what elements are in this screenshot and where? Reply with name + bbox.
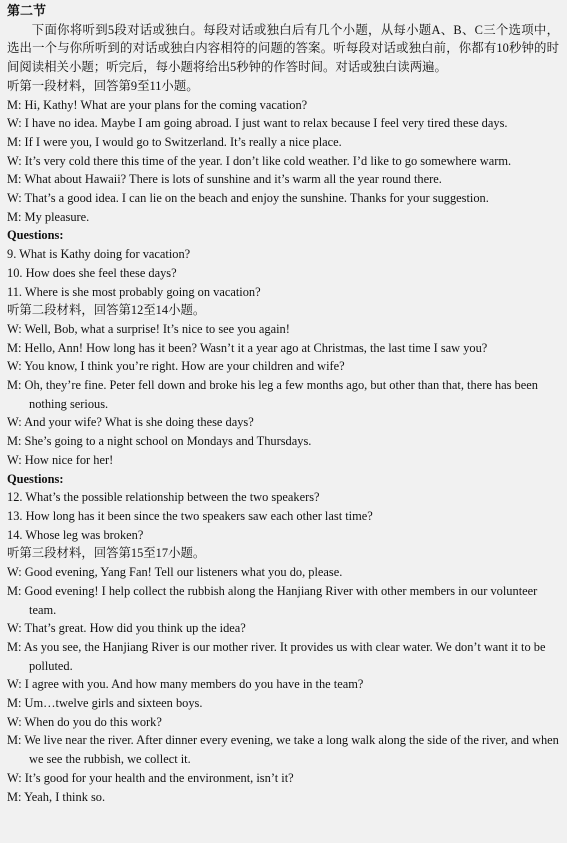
dialogue-line: W: That’s a good idea. I can lie on the beach and enjoy the sunshine. Thanks for your suggestion.	[7, 191, 489, 206]
questions-label: Questions:	[7, 228, 64, 243]
question: 11. Where is she most probably going on vacation?	[7, 284, 261, 299]
section1-title: 听第一段材料，回答第9至11小题。	[7, 78, 199, 93]
dialogue-line: W: Well, Bob, what a surprise! It’s nice to see you again!	[7, 321, 290, 336]
question: 14. Whose leg was broken?	[7, 527, 144, 542]
dialogue-line: W: How nice for her!	[7, 452, 114, 467]
dialogue-line: W: You know, I think you’re right. How are your children and wife?	[7, 359, 345, 374]
dialogue-line: M: What about Hawaii? There is lots of sunshine and it’s warm all the year round there.	[7, 172, 442, 187]
dialogue-line: M: If I were you, I would go to Switzerland. It’s really a nice place.	[7, 134, 342, 149]
dialogue-line: M: She’s going to a night school on Mondays and Thursdays.	[7, 434, 312, 449]
dialogue-line: M: Hi, Kathy! What are your plans for the coming vacation?	[7, 97, 308, 112]
dialogue-line: M: Um…twelve girls and sixteen boys.	[7, 696, 203, 711]
dialogue-line: M: Yeah, I think so.	[7, 789, 106, 804]
dialogue-line: M: Oh, they’re fine. Peter fell down and broke his leg a few months ago, but other than that, there has been nothing serious.	[7, 378, 538, 411]
dialogue-line: M: As you see, the Hanjiang River is our mother river. It provides us with clear water. We don’t want it to be polluted.	[7, 639, 546, 673]
dialogue-line: W: It’s good for your health and the environment, isn’t it?	[7, 770, 294, 785]
section2-title: 听第二段材料，回答第12至14小题。	[7, 303, 206, 318]
dialogue-line: M: My pleasure.	[7, 209, 90, 224]
dialogue-line: W: Good evening, Yang Fan! Tell our listeners what you do, please.	[7, 565, 343, 580]
dialogue-line: W: When do you do this work?	[7, 714, 162, 729]
dialogue-line: W: It’s very cold there this time of the year. I don’t like cold weather. I’d like to go somewhere warm.	[7, 153, 512, 168]
section-heading: 第二节	[7, 3, 47, 18]
dialogue-line: W: That’s great. How did you think up the idea?	[7, 621, 246, 636]
question: 13. How long has it been since the two speakers saw each other last time?	[7, 508, 373, 523]
dialogue-line: W: And your wife? What is she doing these days?	[7, 415, 254, 430]
dialogue-line: M: Hello, Ann! How long has it been? Wasn’t it a year ago at Christmas, the last time I saw you?	[7, 340, 488, 355]
dialogue-line: M: Good evening! I help collect the rubbish along the Hanjiang River with other members in our volunteer team.	[7, 583, 538, 617]
dialogue-line: M: We live near the river. After dinner every evening, we take a long walk along the side of the river, and when we see the rubbish, we collect it.	[7, 733, 559, 767]
question: 9. What is Kathy doing for vacation?	[7, 247, 191, 262]
dialogue-line: W: I have no idea. Maybe I am going abroad. I just want to relax because I feel very tired these days.	[7, 116, 508, 131]
questions-label: Questions:	[7, 471, 64, 486]
question: 10. How does she feel these days?	[7, 265, 177, 280]
question: 12. What’s the possible relationship between the two speakers?	[7, 490, 320, 505]
section3-title: 听第三段材料，回答第15至17小题。	[7, 546, 206, 561]
dialogue-line: W: I agree with you. And how many members do you have in the team?	[7, 677, 364, 692]
instructions: 下面你将听到5段对话或独白。每段对话或独白后有几个小题，从每小题A、B、C三个选项中，选出一个与你所听到的对话或独白内容相符的问题的答案。听每段对话或独白前，你都有10秒钟的时间阅读相关小题；听完后，每小题将给出5秒钟的作答时间。对话或独白读两遍。	[7, 22, 559, 75]
